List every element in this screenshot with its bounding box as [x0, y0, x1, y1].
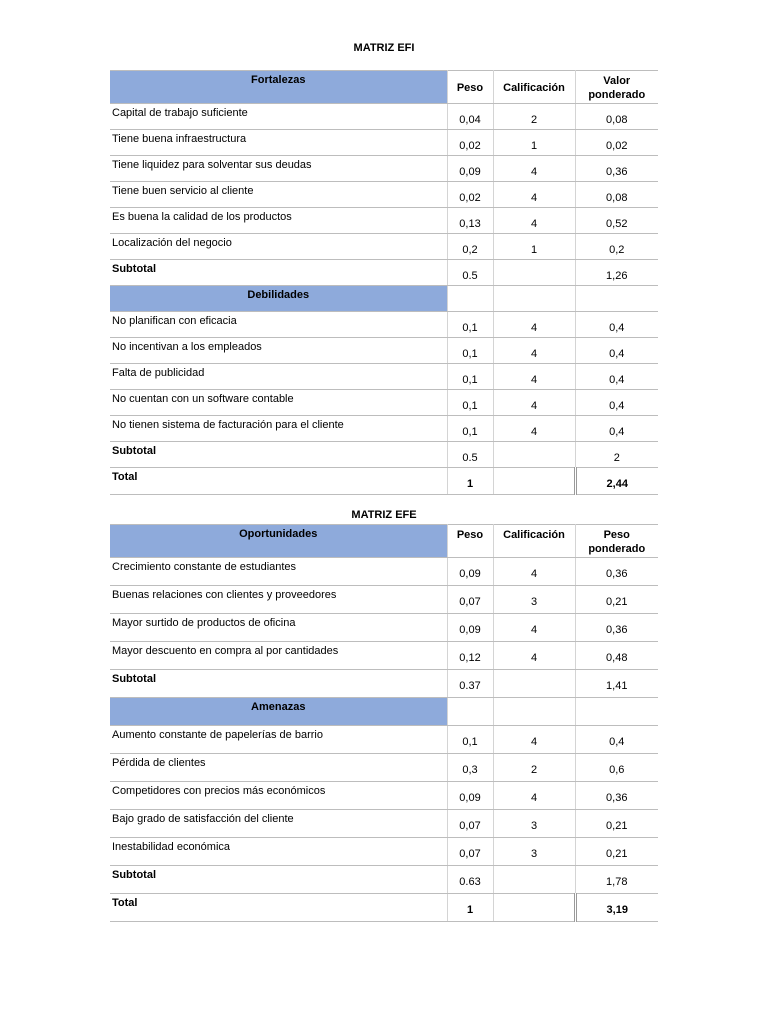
efe-header-calificacion: Calificación [493, 525, 575, 558]
row-label: Es buena la calidad de los productos [112, 211, 292, 223]
calificacion-value: 4 [530, 192, 538, 204]
row-label: No incentivan a los empleados [112, 341, 262, 353]
peso-value: 0,1 [462, 426, 478, 438]
valor-value: 0,08 [606, 192, 628, 204]
calificacion-value: 4 [530, 792, 538, 804]
table-row [110, 754, 658, 782]
table-row [110, 208, 658, 234]
peso-value: 0,07 [459, 596, 481, 608]
peso-value: 0,1 [462, 348, 478, 360]
valor-value: 0,6 [609, 764, 625, 776]
peso-value: 0.5 [462, 452, 478, 464]
calificacion-value: 4 [530, 166, 538, 178]
calificacion-value: 4 [530, 568, 538, 580]
calificacion-value [494, 670, 575, 680]
valor-value: 3,19 [606, 904, 628, 916]
calificacion-value: 4 [530, 400, 538, 412]
amenazas-header-row [110, 698, 658, 726]
efe-amenazas-subtotal-row [110, 866, 658, 894]
table-row [110, 130, 658, 156]
valor-value: 1,78 [606, 876, 628, 888]
peso-value: 0,2 [462, 244, 478, 256]
calificacion-value: 4 [530, 652, 538, 664]
efe-header-row [110, 525, 658, 558]
table-row [110, 642, 658, 670]
calificacion-value: 4 [530, 426, 538, 438]
efi-title: MATRIZ EFI [353, 42, 415, 54]
row-label: Localización del negocio [112, 237, 232, 249]
peso-value: 0,09 [459, 792, 481, 804]
table-row [110, 558, 658, 586]
peso-value: 0.63 [459, 876, 481, 888]
valor-value: 0,36 [606, 624, 628, 636]
valor-value: 1,41 [606, 680, 628, 692]
row-label: Falta de publicidad [112, 367, 205, 379]
peso-value: 1 [466, 478, 474, 490]
peso-value: 0,07 [459, 848, 481, 860]
peso-value: 0,09 [459, 166, 481, 178]
row-label: Inestabilidad económica [112, 841, 231, 853]
calificacion-value: 4 [530, 624, 538, 636]
table-row [110, 234, 658, 260]
calificacion-value: 3 [530, 848, 538, 860]
table-row [110, 782, 658, 810]
valor-value: 2 [613, 452, 620, 464]
table-row [110, 364, 658, 390]
table-row [110, 810, 658, 838]
valor-value: 0,4 [609, 736, 625, 748]
row-label: Crecimiento constante de estudiantes [112, 561, 297, 573]
peso-value: 0,09 [459, 624, 481, 636]
calificacion-value: 4 [530, 374, 538, 386]
row-label: Subtotal [112, 445, 156, 457]
efi-total-row [110, 468, 658, 495]
row-label: No cuentan con un software contable [112, 393, 294, 405]
table-row [110, 338, 658, 364]
efe-total-row [110, 894, 658, 922]
valor-value: 0,21 [606, 848, 628, 860]
valor-value: 0,08 [606, 114, 628, 126]
row-label: Mayor descuento en compra al por cantidades [112, 645, 339, 657]
table-row [110, 182, 658, 208]
fortalezas-header: Fortalezas [110, 71, 447, 104]
efi-debilidades-subtotal-row [110, 442, 658, 468]
valor-value: 0,36 [606, 568, 628, 580]
calificacion-value [494, 866, 575, 876]
row-label: Tiene buen servicio al cliente [112, 185, 254, 197]
row-label: Subtotal [112, 869, 156, 881]
valor-value: 0,21 [606, 820, 628, 832]
table-row [110, 390, 658, 416]
peso-value: 0,1 [462, 322, 478, 334]
table-row [110, 838, 658, 866]
peso-value: 0,12 [459, 652, 481, 664]
valor-value: 0,4 [609, 348, 625, 360]
calificacion-value: 2 [530, 114, 538, 126]
calificacion-value: 3 [530, 820, 538, 832]
calificacion-value [494, 442, 575, 452]
row-label: Tiene liquidez para solventar sus deudas [112, 159, 312, 171]
row-label: No planifican con eficacia [112, 315, 237, 327]
debilidades-header: Debilidades [110, 286, 447, 312]
calificacion-value: 4 [530, 348, 538, 360]
row-label: Subtotal [112, 673, 156, 685]
calificacion-value: 4 [530, 218, 538, 230]
peso-value: 0,1 [462, 374, 478, 386]
efi-subtotal-row [110, 260, 658, 286]
efe-subtotal-row [110, 670, 658, 698]
row-label: Total [112, 897, 138, 909]
calificacion-value: 1 [530, 244, 538, 256]
peso-value: 0,04 [459, 114, 481, 126]
efe-header-valor: Peso ponderado [575, 525, 658, 558]
row-label: Subtotal [112, 263, 156, 275]
row-label: Competidores con precios más económicos [112, 785, 326, 797]
peso-value: 0,07 [459, 820, 481, 832]
amenazas-header: Amenazas [110, 698, 447, 726]
efe-title: MATRIZ EFE [351, 509, 417, 521]
valor-value: 0,02 [606, 140, 628, 152]
valor-value: 0,4 [609, 374, 625, 386]
valor-value: 0,4 [609, 322, 625, 334]
valor-value: 1,26 [606, 270, 628, 282]
table-row [110, 416, 658, 442]
table-row [110, 156, 658, 182]
calificacion-value: 4 [530, 322, 538, 334]
row-label: Aumento constante de papelerías de barrio [112, 729, 323, 741]
valor-value: 0,36 [606, 166, 628, 178]
efi-header-calificacion: Calificación [493, 71, 575, 104]
efe-header-peso: Peso [447, 525, 493, 558]
row-label: No tienen sistema de facturación para el cliente [112, 419, 344, 431]
row-label: Capital de trabajo suficiente [112, 107, 248, 119]
peso-value: 0.5 [462, 270, 478, 282]
calificacion-value [494, 468, 574, 478]
efi-header-peso: Peso [447, 71, 493, 104]
row-label: Buenas relaciones con clientes y proveedores [112, 589, 337, 601]
peso-value: 0,13 [459, 218, 481, 230]
oportunidades-header: Oportunidades [110, 525, 447, 558]
calificacion-value [494, 894, 574, 904]
peso-value: 0.37 [459, 680, 481, 692]
row-label: Total [112, 471, 138, 483]
debilidades-header-row [110, 286, 658, 312]
calificacion-value: 4 [530, 736, 538, 748]
valor-value: 0,2 [609, 244, 625, 256]
efi-header-row [110, 71, 658, 104]
valor-value: 0,36 [606, 792, 628, 804]
table-row [110, 586, 658, 614]
table-row [110, 312, 658, 338]
efi-header-valor: Valor ponderado [575, 71, 658, 104]
valor-value: 2,44 [606, 478, 628, 490]
peso-value: 1 [466, 904, 474, 916]
row-label: Tiene buena infraestructura [112, 133, 247, 145]
peso-value: 0,1 [462, 400, 478, 412]
peso-value: 0,1 [462, 736, 478, 748]
row-label: Mayor surtido de productos de oficina [112, 617, 296, 629]
row-label: Bajo grado de satisfacción del cliente [112, 813, 294, 825]
valor-value: 0,21 [606, 596, 628, 608]
valor-value: 0,48 [606, 652, 628, 664]
valor-value: 0,52 [606, 218, 628, 230]
valor-value: 0,4 [609, 400, 625, 412]
table-row [110, 726, 658, 754]
peso-value: 0,02 [459, 192, 481, 204]
table-row [110, 104, 658, 130]
calificacion-value: 3 [530, 596, 538, 608]
row-label: Pérdida de clientes [112, 757, 206, 769]
calificacion-value: 2 [530, 764, 538, 776]
efe-table [110, 524, 658, 922]
peso-value: 0,02 [459, 140, 481, 152]
peso-value: 0,3 [462, 764, 478, 776]
efi-table [110, 70, 658, 495]
table-row [110, 614, 658, 642]
calificacion-value [494, 260, 575, 270]
peso-value: 0,09 [459, 568, 481, 580]
valor-value: 0,4 [609, 426, 625, 438]
calificacion-value: 1 [530, 140, 538, 152]
